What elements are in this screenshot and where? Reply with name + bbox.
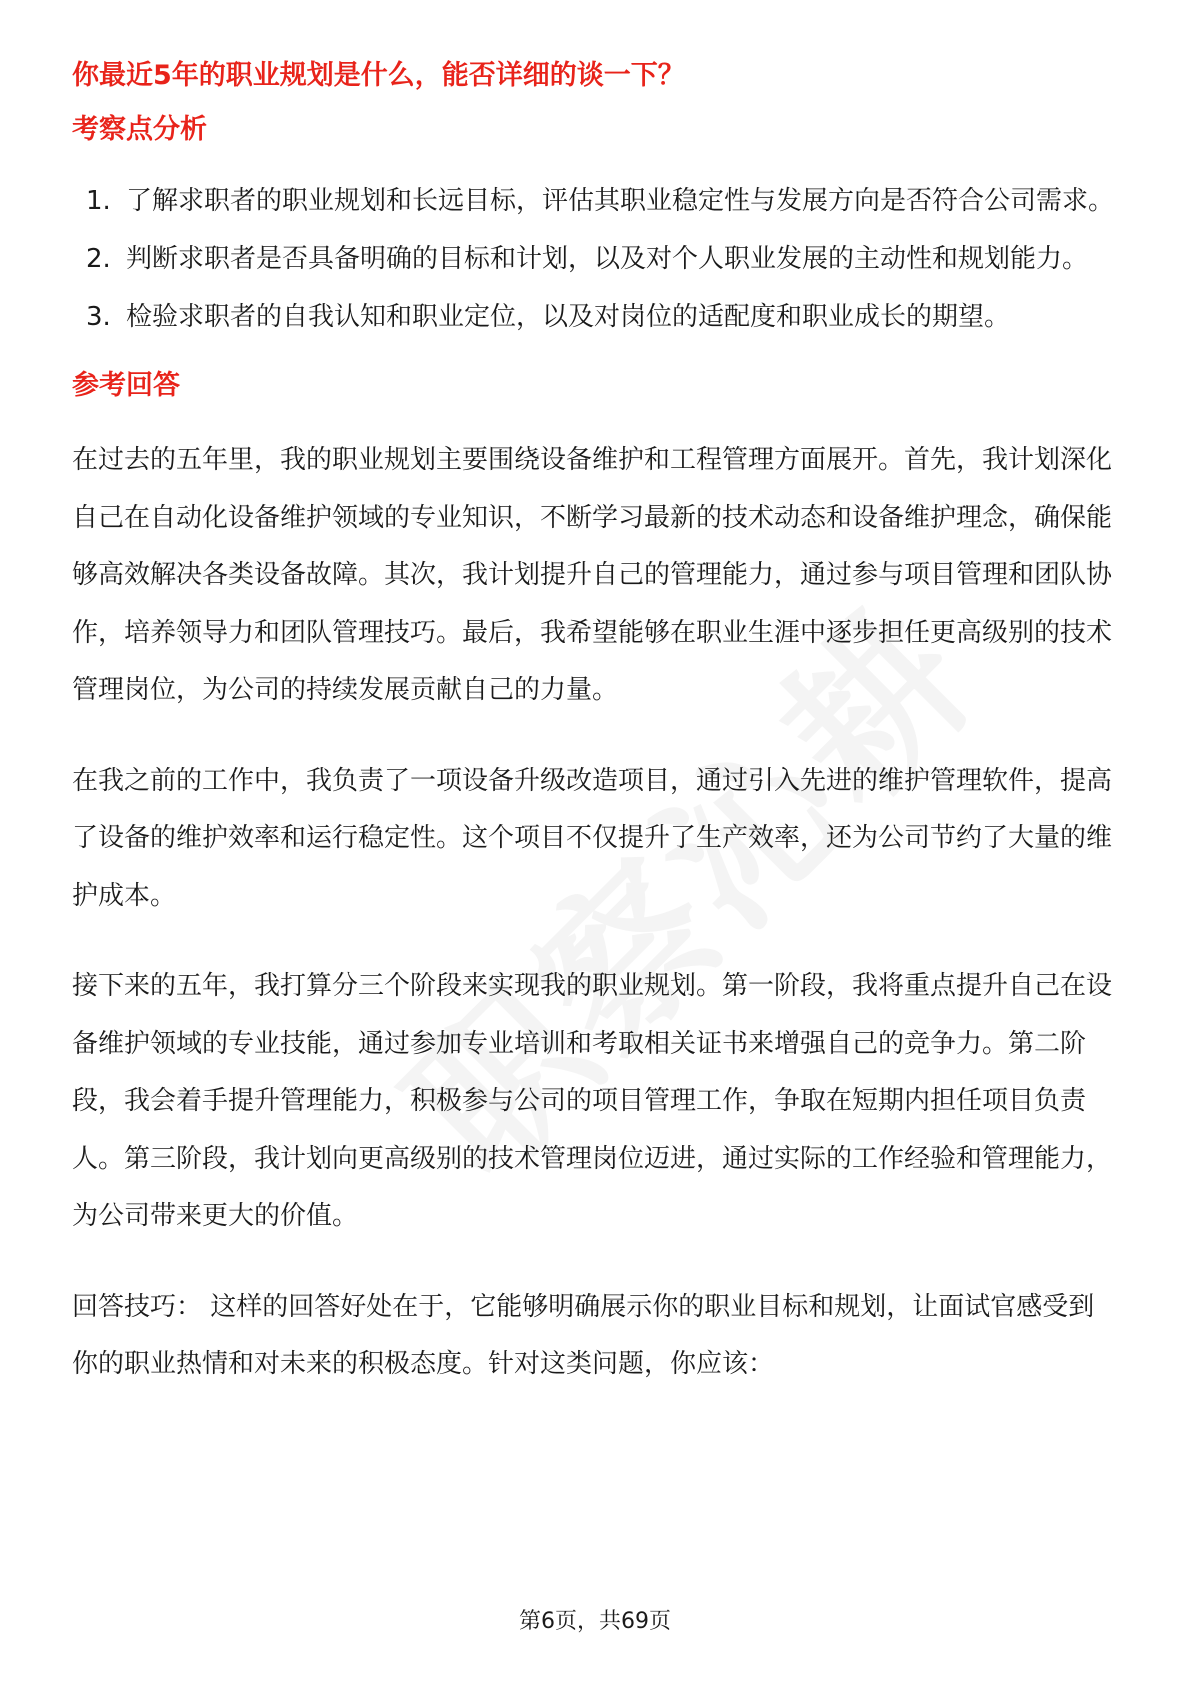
question-heading: 你最近5年的职业规划是什么，能否详细的谈一下？ [72, 60, 685, 91]
analysis-list [72, 172, 1120, 346]
list-item-text: 了解求职者的职业规划和长远目标，评估其职业稳定性与发展方向是否符合公司需求。 [126, 186, 1115, 216]
analysis-title: 考察点分析 [72, 114, 207, 145]
list-item [72, 230, 1120, 288]
list-item [72, 172, 1120, 230]
answer-paragraph: 接下来的五年，我打算分三个阶段来实现我的职业规划。第一阶段，我将重点提升自己在设备维护领域的专业技能，通过参加专业培训和考取相关证书来增强自己的竞争力。第二阶段，我会着手提升管理能力，积极参与公司的项目管理工作，争取在短期内担任项目负责人。第三阶段，我计划向更高级别的技术管理岗位迈进，通过实际的工作经验和管理能力，为公司带来更大的价值。 [72, 971, 1113, 1231]
list-item-number: 2. [86, 244, 111, 274]
list-item-number: 3. [86, 302, 111, 332]
document-page [72, 56, 1120, 1394]
answer-paragraph: 在我之前的工作中，我负责了一项设备升级改造项目，通过引入先进的维护管理软件，提高了设备的维护效率和运行稳定性。这个项目不仅提升了生产效率，还为公司节约了大量的维护成本。 [72, 765, 1113, 911]
answer-paragraph: 在过去的五年里，我的职业规划主要围绕设备维护和工程管理方面展开。首先，我计划深化自己在自动化设备维护领域的专业知识，不断学习最新的技术动态和设备维护理念，确保能够高效解决各类设备故障。其次，我计划提升自己的管理能力，通过参与项目管理和团队协作，培养领导力和团队管理技巧。最后，我希望能够在职业生涯中逐步担任更高级别的技术管理岗位，为公司的持续发展贡献自己的力量。 [72, 445, 1113, 705]
list-item-text: 检验求职者的自我认知和职业定位，以及对岗位的适配度和职业成长的期望。 [126, 302, 1011, 332]
page-footer: 第6页，共69页 [519, 1609, 671, 1634]
answer-title: 参考回答 [72, 370, 180, 401]
list-item-number: 1. [86, 186, 111, 216]
list-item-text: 判断求职者是否具备明确的目标和计划，以及对个人职业发展的主动性和规划能力。 [126, 244, 1089, 274]
tips-paragraph: 回答技巧： 这样的回答好处在于，它能够明确展示你的职业目标和规划，让面试官感受到你的职业热情和对未来的积极态度。针对这类问题，你应该： [72, 1291, 1095, 1379]
list-item [72, 288, 1120, 346]
